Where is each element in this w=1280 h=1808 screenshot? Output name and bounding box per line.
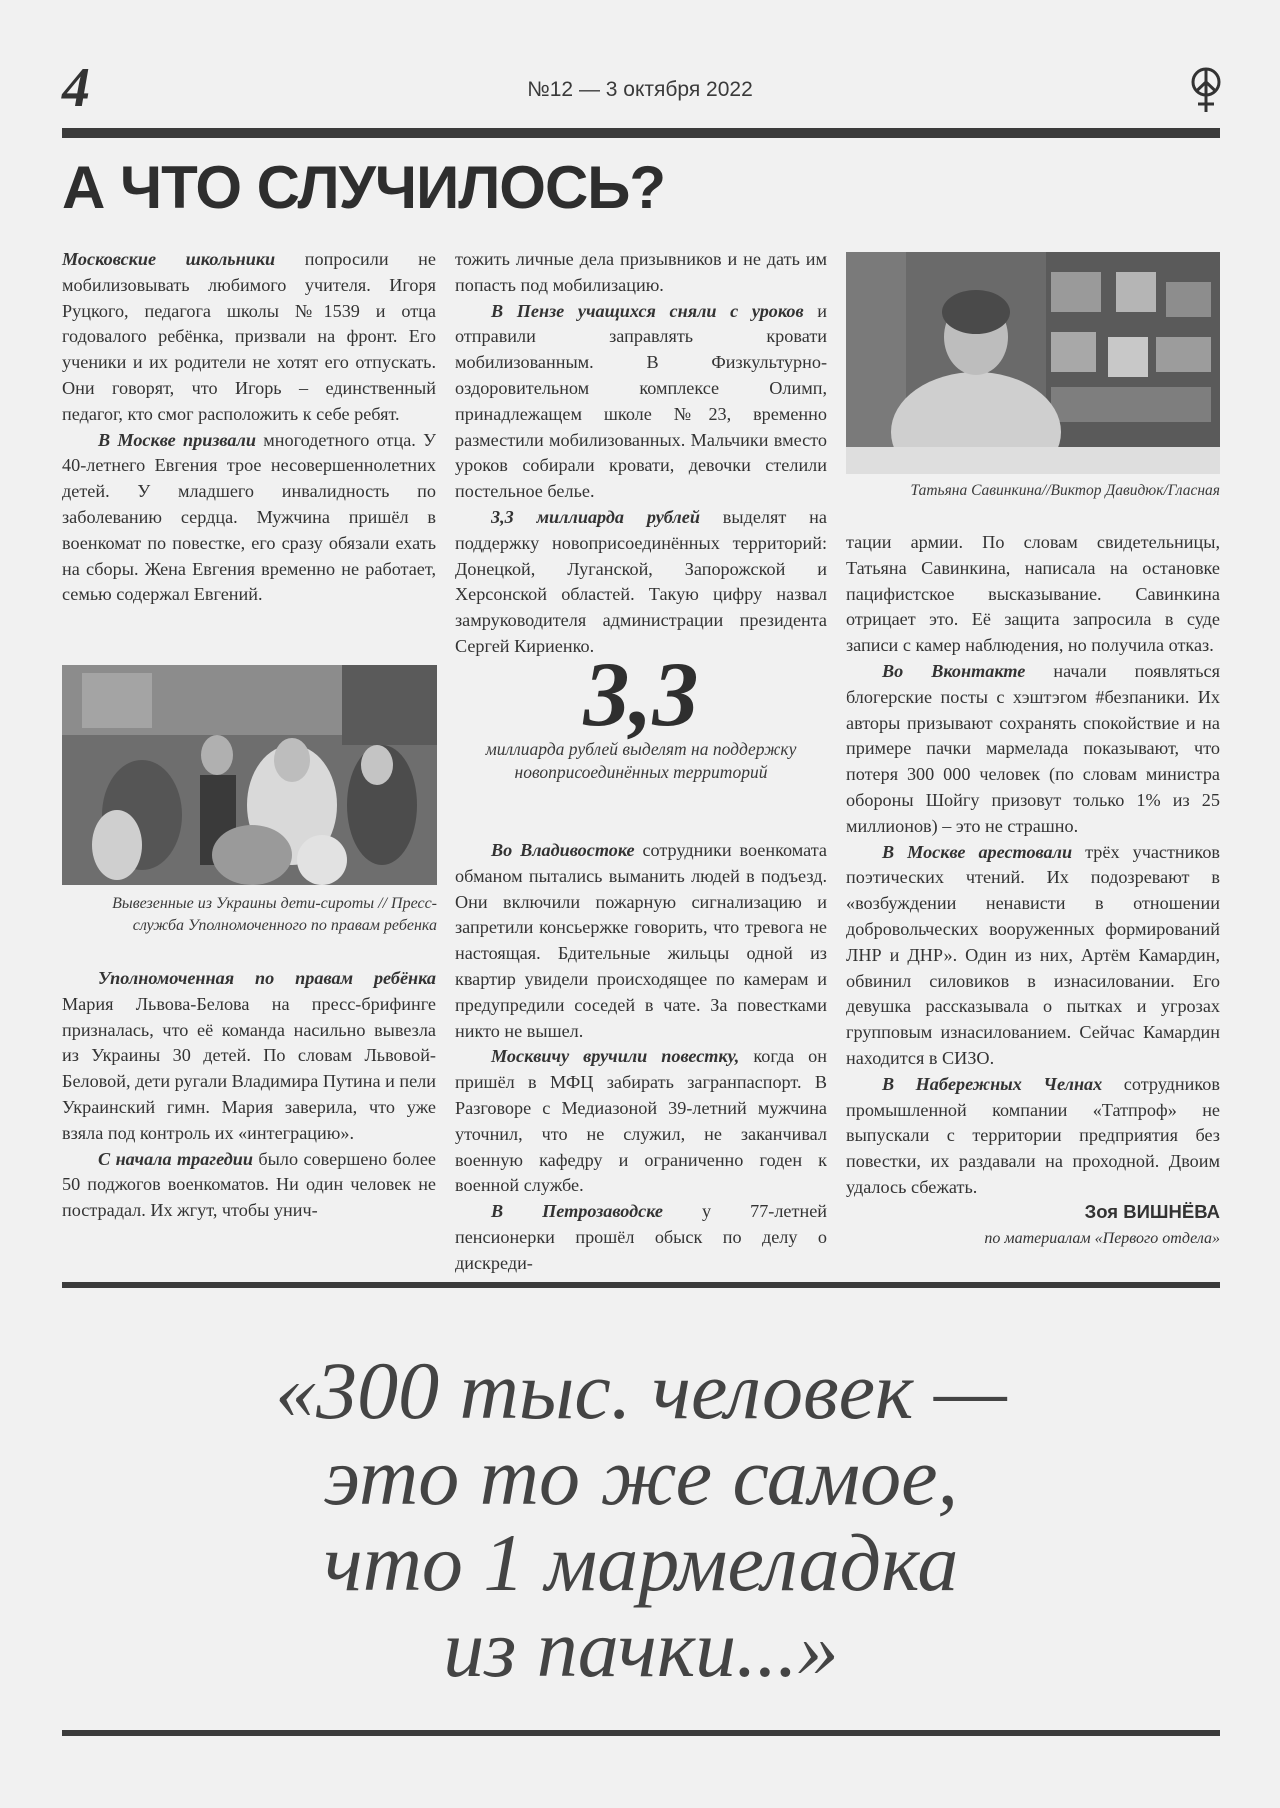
column-2-bottom	[455, 838, 827, 1277]
quote-line: «300 тыс. человек —	[275, 1345, 1007, 1436]
paragraph-text: у 77-летней пенсионерки прошёл обыск по делу о дискреди-	[455, 1201, 827, 1273]
paragraph-text: Мария Львова-Белова на пресс-брифинге призналась, что её команда насильно вывезла из Украины 30 детей. По словам Львовой-Беловой, дети ругали Владимира Путина и пели Украинский гимн. Мария заверила, что уже взяла под контроль их «интеграцию».	[62, 993, 436, 1143]
paragraph-text: многодетного отца. У 40-летнего Евгения трое несовершеннолетних детей. У младшего инвалидность по заболеванию сердца. Мужчина пришёл в военкомат по повестке, его сразу обязали ехать на сборы. Жена Евгения временно не работает, семью содержал Евгений.	[62, 429, 436, 605]
column-1-top	[62, 247, 436, 608]
paragraph-text: тожить личные дела призывников и не дать им попасть под мобилизацию.	[455, 249, 827, 295]
paragraph-text: начали появляться блогерские посты с хэштэгом #безпаники. Их авторы призывают сохранять спокойствие и на примере пачки мармелада показывают, что потеря 300 000 человек (по словам министра обороны Шойгу призовут только 1% из 25 миллионов) – это не страшно.	[846, 660, 1220, 836]
middle-rule	[62, 1282, 1220, 1288]
paragraph-text: выделят на поддержку новоприсоединённых территорий: Донецкой, Луганской, Запорожской и Херсонской областей. Такую цифру назвал замруководителя администрации президента Сергей Кириенко.	[455, 506, 827, 656]
headline: А ЧТО СЛУЧИЛОСЬ?	[62, 154, 666, 221]
paragraph-lead: Московские школьники	[62, 249, 276, 269]
paragraph	[455, 299, 827, 505]
paragraph	[455, 247, 827, 299]
photo-caption-elderly-woman: Татьяна Савинкина//Виктор Давидюк/Гласная	[910, 482, 1220, 499]
paragraph	[846, 1072, 1220, 1201]
photo-caption-children: Вывезенные из Украины дети-сироты // Пресс-служба Уполномоченного по правам ребенка	[112, 895, 437, 934]
page-number: 4	[62, 57, 90, 119]
photo-children	[62, 665, 437, 885]
paragraph-text: когда он пришёл в МФЦ забирать загранпаспорт. В Разговоре с Медиазоной 39-летний мужчина уточнил, что не служил, не заканчивал военную кафедру и ограниченно годен к военной службе.	[455, 1046, 828, 1196]
column-3	[846, 530, 1220, 1201]
author-source: по материалам «Первого отдела»	[984, 1230, 1220, 1247]
paragraph-text: сотрудники военкомата обманом пытались выманить людей в подъезд. Они включили пожарную сигнализацию и запретили консьержке говорить, что тревога не настоящая. Бдительные жильцы одной из квартир увидели происходящее по камерам и предупредили соседей в чате. За повестками никто не вышел.	[455, 840, 827, 1041]
paragraph	[455, 505, 827, 660]
paragraph-text: и отправили заправлять кровати мобилизованным. В Физкультурно-оздоровительном комплексе Олимп, принадлежащем школе №23, временно разместили мобилизованных. Мальчики вместо уроков собирали кровати, девочки стелили постельное белье.	[455, 300, 827, 502]
paragraph-text: тации армии. По словам свидетельницы, Татьяна Савинкина, написала на остановке пацифистское высказывание. Савинкина отрицает это. Её защита запросила в суде записи с камер наблюдения, но получила отказ.	[846, 532, 1220, 656]
paragraph	[455, 838, 827, 1044]
highlight-caption: миллиарда рублей выделят на поддержку новоприсоединённых территорий	[485, 739, 797, 782]
paragraph-text: попросили не мобилизовывать любимого учителя. Игоря Руцкого, педагога школы №1539 и отца годовалого ребёнка, призвали на фронт. Его ученики и их родители не хотят его отпускать. Они говорят, что Игорь – единственный педагог, кто смог расположить к себе ребят.	[62, 249, 436, 424]
paragraph	[62, 428, 436, 609]
paragraph-lead: Во Владивостоке	[491, 840, 635, 860]
paragraph-lead: Уполномоченная по правам ребёнка	[98, 968, 436, 988]
paragraph-text: сотрудников промышленной компании «Татпроф» не выпускали с территории предприятия без повестки, их раздавали на проходной. Двоим удалось сбежать.	[846, 1073, 1220, 1197]
paragraph-lead: В Пензе учащихся сняли с уроков	[491, 300, 804, 321]
paragraph	[846, 530, 1220, 659]
issue-date: №12 — 3 октября 2022	[527, 78, 753, 101]
paragraph-lead: С начала трагедии	[98, 1148, 253, 1169]
quote-line: из пачки...»	[443, 1603, 839, 1694]
paragraph	[62, 966, 436, 1147]
paragraph-lead: Во Вконтакте	[882, 660, 1026, 681]
column-1-bottom	[62, 966, 436, 1224]
quote-line: это то же самое,	[323, 1431, 959, 1522]
paragraph-lead: В Набережных Челнах	[882, 1073, 1103, 1094]
paragraph-lead: 3,3 миллиарда рублей	[491, 506, 700, 527]
paragraph	[846, 840, 1220, 1072]
paragraph	[846, 659, 1220, 840]
quote-line: что 1 мармеладка	[323, 1517, 959, 1608]
author-byline: Зоя ВИШНЁВА	[1084, 1201, 1220, 1222]
pull-quote	[62, 1345, 1220, 1694]
venus-peace-symbol-icon	[1188, 66, 1224, 114]
paragraph	[455, 1199, 827, 1276]
paragraph	[455, 1044, 827, 1199]
paragraph-lead: Москвичу вручили повестку,	[491, 1046, 740, 1067]
paragraph	[62, 1147, 436, 1224]
column-2-top	[455, 247, 827, 660]
paragraph-lead: В Москве призвали	[98, 429, 256, 450]
paragraph	[62, 247, 436, 428]
paragraph-text: трёх участников поэтических чтений. Их подозревают в «возбуждении ненависти в отношении добровольческих вооруженных формирований ЛНР и ДНР». Один из них, Артём Камардин, обвинил силовиков в изнасиловании. Его девушка рассказывала о пытках и угрозах групповым изнасилованием. Сейчас Камардин находится в СИЗО.	[846, 841, 1220, 1068]
bottom-rule	[62, 1730, 1220, 1736]
paragraph-lead: В Петрозаводске	[491, 1201, 663, 1222]
paragraph-lead: В Москве арестовали	[882, 841, 1073, 862]
paragraph-text: было совершено более 50 поджогов военкоматов. Ни один человек не пострадал. Их жгут, чтобы унич-	[62, 1148, 436, 1221]
top-rule	[62, 128, 1220, 138]
photo-elderly-woman	[846, 252, 1220, 474]
highlight-number: 3,3	[583, 643, 699, 745]
